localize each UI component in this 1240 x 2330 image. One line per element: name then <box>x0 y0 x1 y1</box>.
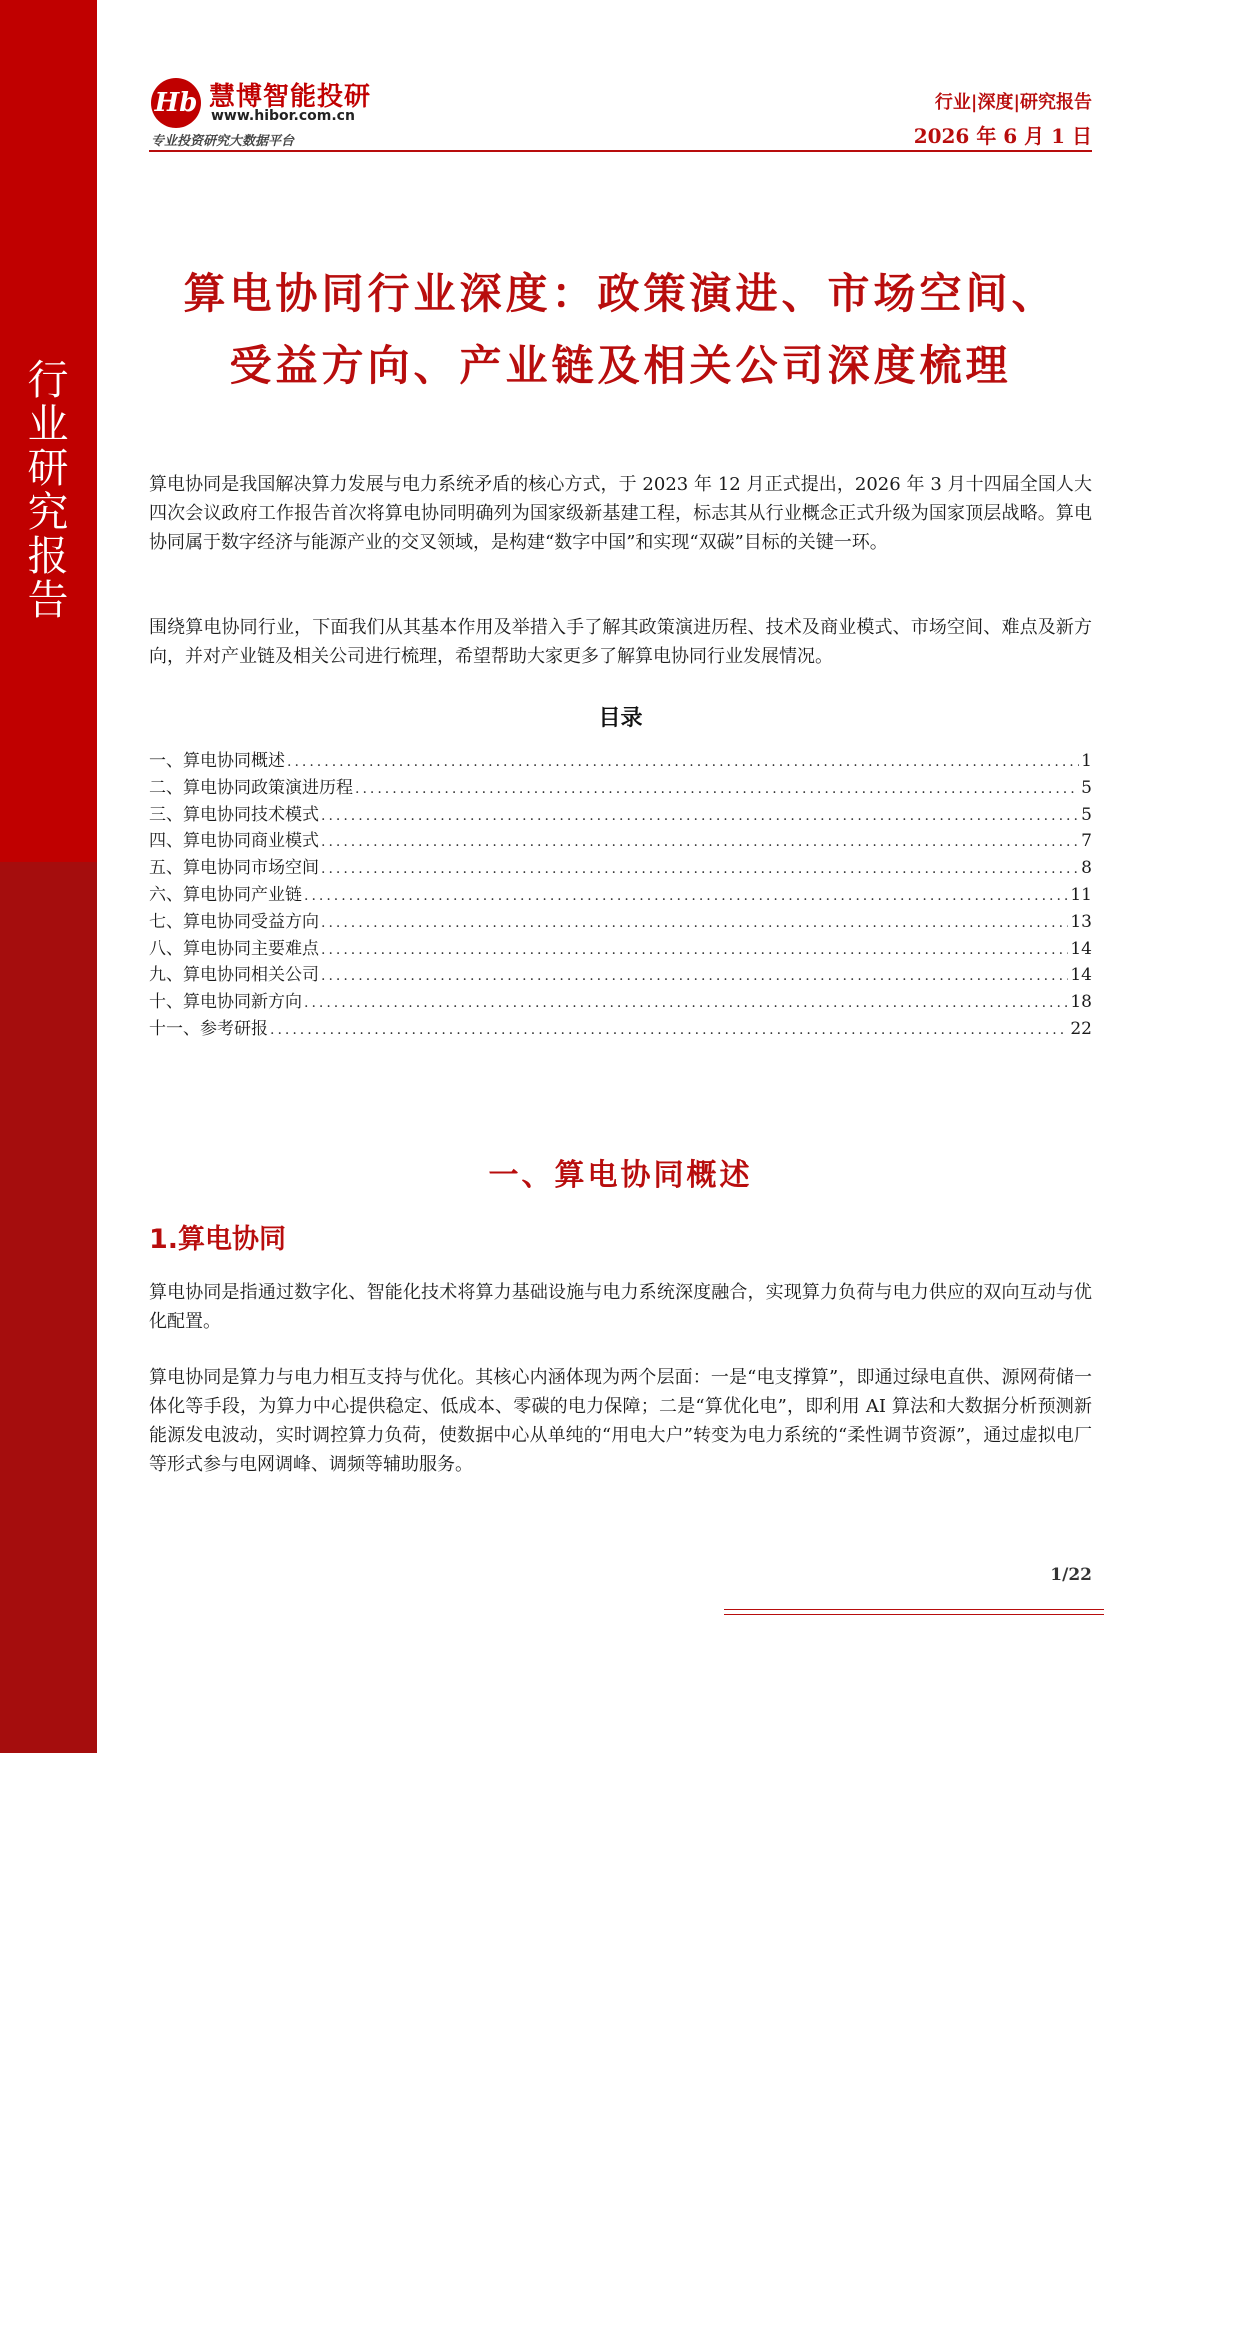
logo-url: www.hibor.com.cn <box>211 108 355 124</box>
toc-entry[interactable] <box>149 934 1092 961</box>
toc-entry-page: 22 <box>1070 1018 1092 1039</box>
toc-leader <box>355 781 1079 797</box>
table-of-contents <box>149 746 1092 1041</box>
sidebar-top-text: 行业研究报告 <box>27 356 69 624</box>
section-heading: 一、算电协同概述 <box>488 1158 753 1193</box>
toc-leader <box>321 861 1079 877</box>
subsection-heading: 1.算电协同 <box>149 1224 287 1255</box>
toc-entry-label: 十一、参考研报 <box>149 1018 268 1039</box>
toc-entry[interactable] <box>149 746 1092 773</box>
toc-leader <box>304 888 1068 904</box>
toc-entry[interactable] <box>149 853 1092 880</box>
toc-entry[interactable] <box>149 987 1092 1014</box>
toc-leader <box>321 942 1068 958</box>
logo-mark-icon: Hb <box>151 78 201 128</box>
toc-entry[interactable] <box>149 1014 1092 1041</box>
toc-leader <box>321 915 1068 931</box>
header-divider <box>149 150 1092 152</box>
intro-paragraph-1: 算电协同是我国解决算力发展与电力系统矛盾的核心方式，于 2023 年 12 月正式提出，2026 年 3 月十四届全国人大四次会议政府工作报告首次将算电协同明确列为国家级新基建工程，标志其从行业概念正式升级为国家顶层战略。算电协同属于数字经济与能源产业的交叉领域，是构建“数字中国”和实现“双碳”目标的关键一环。 <box>149 474 1092 553</box>
sidebar-bottom-text: 慧博智能投研 <box>27 2062 69 2330</box>
toc-entry-label: 九、算电协同相关公司 <box>149 965 319 986</box>
toc-entry-page: 14 <box>1070 965 1092 986</box>
toc-entry-page: 14 <box>1070 938 1092 959</box>
section-paragraph-2: 算电协同是算力与电力相互支持与优化。其核心内涵体现为两个层面：一是“电支撑算”，即通过绿电直供、源网荷储一体化等手段，为算力中心提供稳定、低成本、零碳的电力保障；二是“算优化电”，即利用 AI 算法和大数据分析预测新能源发电波动，实时调控算力负荷，使数据中心从单纯的“用电大户”转变为电力系统的“柔性调节资源”，通过虚拟电厂等形式参与电网调峰、调频等辅助服务。 <box>149 1367 1092 1475</box>
toc-entry-page: 8 <box>1081 858 1092 879</box>
toc-entry[interactable] <box>149 907 1092 934</box>
toc-entry-page: 11 <box>1070 884 1092 905</box>
footer-divider <box>724 1614 1104 1615</box>
toc-entry[interactable] <box>149 880 1092 907</box>
footer-divider <box>724 1609 1104 1610</box>
toc-entry[interactable] <box>149 960 1092 987</box>
toc-entry-label: 十、算电协同新方向 <box>149 992 302 1013</box>
toc-leader <box>304 995 1068 1011</box>
toc-leader <box>321 834 1079 850</box>
toc-entry-page: 18 <box>1070 992 1092 1013</box>
toc-leader <box>321 968 1068 984</box>
toc-entry[interactable] <box>149 800 1092 827</box>
toc-leader <box>270 1022 1068 1038</box>
sidebar-bottom-band <box>0 862 97 2330</box>
toc-entry-page: 5 <box>1081 804 1092 825</box>
report-title-line-2: 受益方向、产业链及相关公司深度梳理 <box>229 341 1012 390</box>
toc-title: 目录 <box>598 706 643 731</box>
section-paragraph-1: 算电协同是指通过数字化、智能化技术将算力基础设施与电力系统深度融合，实现算力负荷与电力供应的双向互动与优化配置。 <box>149 1282 1092 1332</box>
toc-leader <box>321 808 1079 824</box>
logo-name: 慧博智能投研 <box>209 82 372 112</box>
report-date: 2026 年 6 月 1 日 <box>913 124 1092 148</box>
toc-entry-label: 四、算电协同商业模式 <box>149 831 319 852</box>
toc-entry-label: 一、算电协同概述 <box>149 751 285 771</box>
toc-entry-label: 七、算电协同受益方向 <box>149 911 319 932</box>
page-number: 1/22 <box>1050 1565 1092 1585</box>
intro-paragraph-2: 围绕算电协同行业，下面我们从其基本作用及举措入手了解其政策演进历程、技术及商业模式、市场空间、难点及新方向，并对产业链及相关公司进行梳理，希望帮助大家更多了解算电协同行业发展情况。 <box>149 617 1092 667</box>
toc-entry-label: 二、算电协同政策演进历程 <box>149 777 353 798</box>
toc-entry-page: 7 <box>1081 831 1092 852</box>
toc-entry-label: 六、算电协同产业链 <box>149 884 302 905</box>
toc-entry-label: 三、算电协同技术模式 <box>149 804 319 825</box>
toc-entry-label: 五、算电协同市场空间 <box>149 858 319 879</box>
toc-entry-page: 5 <box>1081 777 1092 798</box>
toc-entry-page: 13 <box>1070 911 1092 932</box>
toc-leader <box>287 754 1079 770</box>
report-title-line-1: 算电协同行业深度：政策演进、市场空间、 <box>183 269 1058 318</box>
logo-slogan: 专业投资研究大数据平台 <box>151 134 295 149</box>
toc-entry-page: 1 <box>1081 751 1092 771</box>
report-type: 行业|深度|研究报告 <box>934 92 1092 113</box>
toc-entry-label: 八、算电协同主要难点 <box>149 938 319 959</box>
toc-entry[interactable] <box>149 826 1092 853</box>
toc-entry[interactable] <box>149 773 1092 800</box>
report-title <box>149 258 1092 402</box>
sidebar-top-band <box>0 0 97 862</box>
